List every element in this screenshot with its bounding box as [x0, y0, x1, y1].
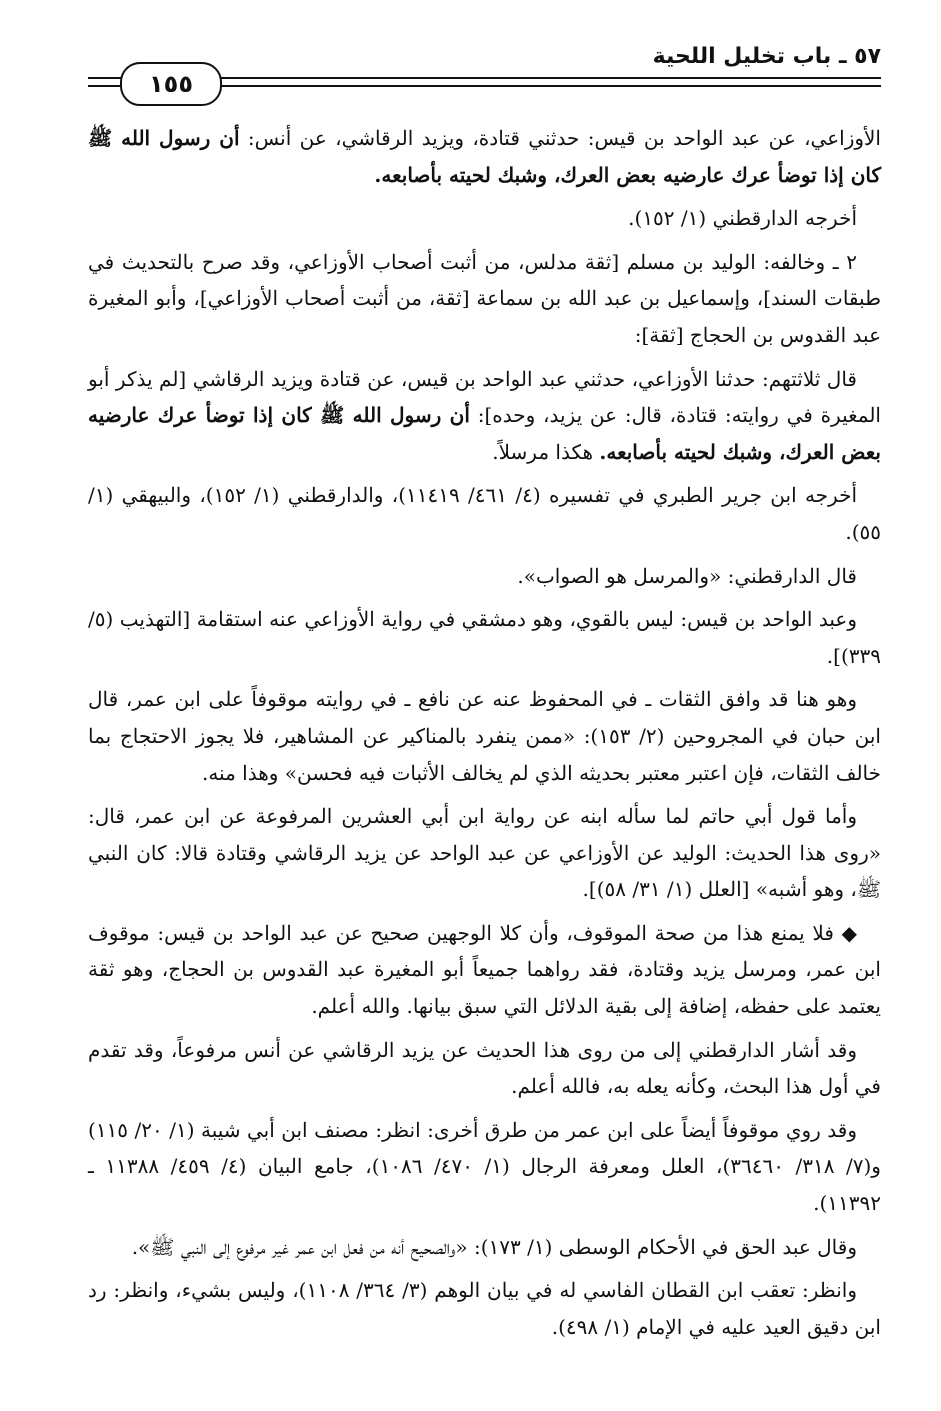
paragraph-1-hadith-text: أن رسول الله ﷺ كان إذا توضأ عرك عارضيه بعض العرك، وشبك لحيته بأصابعه.: [88, 126, 881, 187]
paragraph-10: ◆ فلا يمنع هذا من صحة الموقوف، وأن كلا الوجهين صحيح عن عبد الواحد بن قيس: موقوف ابن عمر، ومرسل يزيد وقتادة، فقد رواهما جميعاً أبو المغيرة عبد القدوس بن الحجاج، وهو ثقة يعتمد على حفظه، إضافة إلى بقية الدلائل التي سبق بيانها. والله أعلم.: [88, 920, 881, 1019]
page-body: [88, 120, 881, 1352]
paragraph-1: [88, 120, 881, 193]
paragraph-4-hadith-text: أن رسول الله ﷺ كان إذا توضأ عرك عارضيه بعض العرك، وشبك لحيته بأصابعه.: [88, 403, 881, 464]
paragraph-13: وقال عبد الحق في الأحكام الوسطى (١/ ١٧٣): «والصحيح أنه من فعل ابن عمر غير مرفوع إلى النبي ﷺ».: [131, 1234, 857, 1259]
paragraph-11: وقد أشار الدارقطني إلى من روى هذا الحديث عن يزيد الرقاشي عن أنس مرفوعاً، وقد تقدم في أول هذا البحث، وكأنه يعله به، فالله أعلم.: [88, 1037, 881, 1099]
chapter-title: ٥٧ ـ باب تخليل اللحية: [652, 44, 881, 69]
page-number: ١٥٥: [149, 70, 193, 98]
paragraph-4: [88, 361, 881, 471]
paragraph-7: وعبد الواحد بن قيس: ليس بالقوي، وهو دمشقي في رواية الأوزاعي عنه استقامة [التهذيب (٥/ ٣٣٩)].: [88, 607, 881, 668]
paragraph-6: قال الدارقطني: «والمرسل هو الصواب».: [517, 563, 857, 588]
page-header: [0, 0, 941, 110]
paragraph-1-text: الأوزاعي، عن عبد الواحد بن قيس: حدثني قتادة، ويزيد الرقاشي، عن أنس:: [239, 126, 881, 150]
paragraph-8: وهو هنا قد وافق الثقات ـ في المحفوظ عنه عن نافع ـ في روايته موقوفاً على ابن عمر، قال ابن حبان في المجروحين (٢/ ١٥٣): «ممن ينفرد بالمناكير عن المشاهير، فلا يجوز الاحتجاج بما خالف الثقات، فإن اعتبر معتبر بحديثه الذي لم يخالف الأثبات فيه فحسن» وهذا منه.: [88, 687, 881, 785]
paragraph-4-tail: هكذا مرسلاً.: [492, 439, 600, 464]
paragraph-12: وقد روي موقوفاً أيضاً على ابن عمر من طرق أخرى: انظر: مصنف ابن أبي شيبة (١/ ٢٠/ ١١٥) و(٧/ ٣١٨/ ٣٦٤٦٠)، العلل ومعرفة الرجال (١/ ٤٧٠/ ١٠٨٦)، جامع البيان (٤/ ٤٥٩/ ١١٣٨٨ ـ ١١٣٩٢).: [88, 1117, 881, 1216]
paragraph-2: أخرجه الدارقطني (١/ ١٥٢).: [628, 206, 857, 231]
paragraph-3: ٢ ـ وخالفه: الوليد بن مسلم [ثقة مدلس، من أثبت أصحاب الأوزاعي، وقد صرح بالتحديث في طبقات السند]، وإسماعيل بن عبد الله بن سماعة [ثقة، من أثبت أصحاب الأوزاعي]، وأبو المغيرة عبد القدوس بن الحجاج [ثقة]:: [88, 249, 881, 347]
paragraph-14: وانظر: تعقب ابن القطان الفاسي له في بيان الوهم (٣/ ٣٦٤/ ١١٠٨)، وليس بشيء، وانظر: رد ابن دقيق العيد عليه في الإمام (١/ ٤٩٨).: [88, 1278, 881, 1339]
paragraph-4-text: قال ثلاثتهم: حدثنا الأوزاعي، حدثني عبد الواحد بن قيس، عن قتادة ويزيد الرقاشي [لم يذكر أبو المغيرة في روايته: قتادة، قال: عن يزيد، وحده]:: [88, 366, 881, 428]
page-number-badge: [120, 62, 222, 106]
paragraph-5: أخرجه ابن جرير الطبري في تفسيره (٤/ ٤٦١/ ١١٤١٩)، والدارقطني (١/ ١٥٢)، والبيهقي (١/ ٥٥).: [88, 483, 881, 544]
paragraph-9: وأما قول أبي حاتم لما سأله ابنه عن رواية ابن أبي العشرين المرفوعة عن ابن عمر، قال: «روى هذا الحديث: الوليد عن الأوزاعي عن عبد الواحد عن يزيد الرقاشي وقتادة قالا: كان النبي ﷺ، وهو أشبه» [العلل (١/ ٣١/ ٥٨)].: [88, 804, 881, 902]
